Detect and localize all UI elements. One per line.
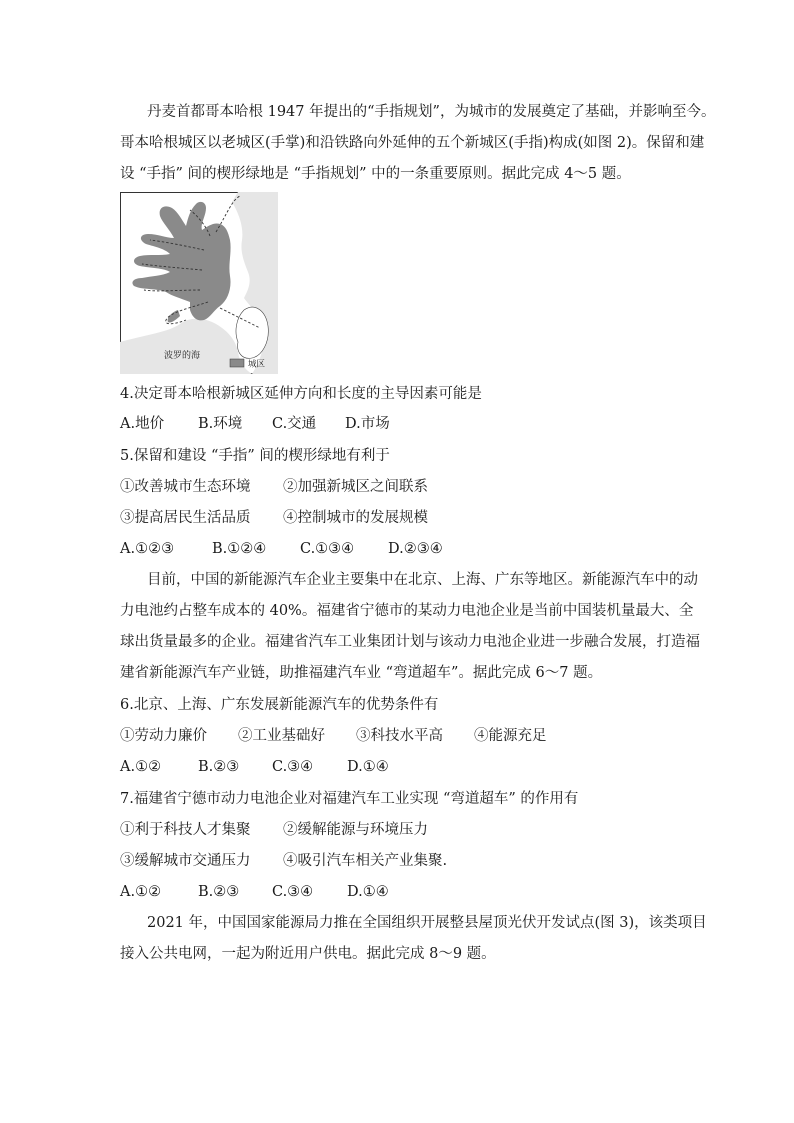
q7-option-a[interactable]: A.①②	[120, 884, 162, 900]
question-5-items-row1	[120, 477, 428, 497]
q5-item-2: ②加强新城区之间联系	[283, 479, 428, 495]
q5-option-d[interactable]: D.②③④	[388, 541, 443, 557]
q5-option-c[interactable]: C.①③④	[300, 541, 355, 557]
q4-option-c[interactable]: C.交通	[272, 416, 317, 432]
question-4-stem: 4.决定哥本哈根新城区延伸方向和长度的主导因素可能是	[120, 386, 482, 402]
question-5-options	[120, 539, 443, 559]
q5-item-3: ③提高居民生活品质	[120, 510, 251, 526]
question-6-stem: 6.北京、上海、广东发展新能源汽车的优势条件有	[120, 697, 439, 713]
q7-option-d[interactable]: D.①④	[347, 884, 389, 900]
q4-option-d[interactable]: D.市场	[345, 416, 390, 432]
passage2-line3: 球出货量最多的企业。福建省汽车工业集团计划与该动力电池企业进一步融合发展，打造福	[120, 634, 700, 650]
q7-option-b[interactable]: B.②③	[198, 884, 240, 900]
q5-item-4: ④控制城市的发展规模	[283, 510, 428, 526]
q7-item-4: ④吸引汽车相关产业集聚.	[283, 853, 448, 869]
copenhagen-finger-plan-map	[120, 192, 278, 374]
passage2-line2: 力电池约占整车成本的 40%。福建省宁德市的某动力电池企业是当前中国装机量最大、全	[120, 603, 694, 619]
q6-option-c[interactable]: C.③④	[272, 759, 314, 775]
q5-item-1: ①改善城市生态环境	[120, 479, 251, 495]
question-4-options	[120, 414, 390, 434]
question-7-items-row1	[120, 820, 428, 840]
q6-option-d[interactable]: D.①④	[347, 759, 389, 775]
q6-item-4: ④能源充足	[474, 728, 547, 744]
passage2-line4: 建省新能源汽车产业链，助推福建汽车业 “弯道超车”。据此完成 6～7 题。	[120, 665, 603, 681]
q6-item-1: ①劳动力廉价	[120, 728, 207, 744]
passage3-line2: 接入公共电网，一起为附近用户供电。据此完成 8～9 题。	[120, 946, 496, 962]
question-5-stem: 5.保留和建设 “手指” 间的楔形绿地有利于	[120, 448, 390, 464]
passage1-line1: 丹麦首都哥本哈根 1947 年提出的“手指规划”，为城市的发展奠定了基础，并影响至今。	[147, 104, 716, 120]
q7-item-2: ②缓解能源与环境压力	[283, 822, 428, 838]
q7-item-1: ①利于科技人才集聚	[120, 822, 251, 838]
q6-item-3: ③科技水平高	[356, 728, 443, 744]
q5-option-a[interactable]: A.①②③	[120, 541, 175, 557]
passage1-line2: 哥本哈根城区以老城区(手掌)和沿铁路向外延伸的五个新城区(手指)构成(如图 2)。保留和建	[120, 135, 705, 151]
legend-label: 城区	[248, 359, 266, 370]
passage2-line1: 目前，中国的新能源汽车企业主要集中在北京、上海、广东等地区。新能源汽车中的动	[147, 572, 698, 588]
q4-option-b[interactable]: B.环境	[198, 416, 243, 432]
q7-option-c[interactable]: C.③④	[272, 884, 314, 900]
q6-option-b[interactable]: B.②③	[198, 759, 240, 775]
q7-item-3: ③缓解城市交通压力	[120, 853, 251, 869]
question-6-items	[120, 726, 547, 746]
q5-option-b[interactable]: B.①②④	[212, 541, 267, 557]
question-7-stem: 7.福建省宁德市动力电池企业对福建汽车工业实现 “弯道超车” 的作用有	[120, 791, 579, 807]
passage1-line3: 设 “手指” 间的楔形绿地是 “手指规划” 中的一条重要原则。据此完成 4～5 题。	[120, 166, 631, 182]
sea-label: 波罗的海	[164, 351, 201, 361]
question-5-items-row2	[120, 508, 428, 528]
q6-option-a[interactable]: A.①②	[120, 759, 162, 775]
question-7-options	[120, 882, 389, 902]
q4-option-a[interactable]: A.地价	[120, 416, 165, 432]
question-6-options	[120, 757, 389, 777]
passage3-line1: 2021 年，中国国家能源局力推在全国组织开展整县屋顶光伏开发试点(图 3)，该类项目	[147, 915, 707, 931]
q6-item-2: ②工业基础好	[238, 728, 325, 744]
question-7-items-row2	[120, 851, 447, 871]
